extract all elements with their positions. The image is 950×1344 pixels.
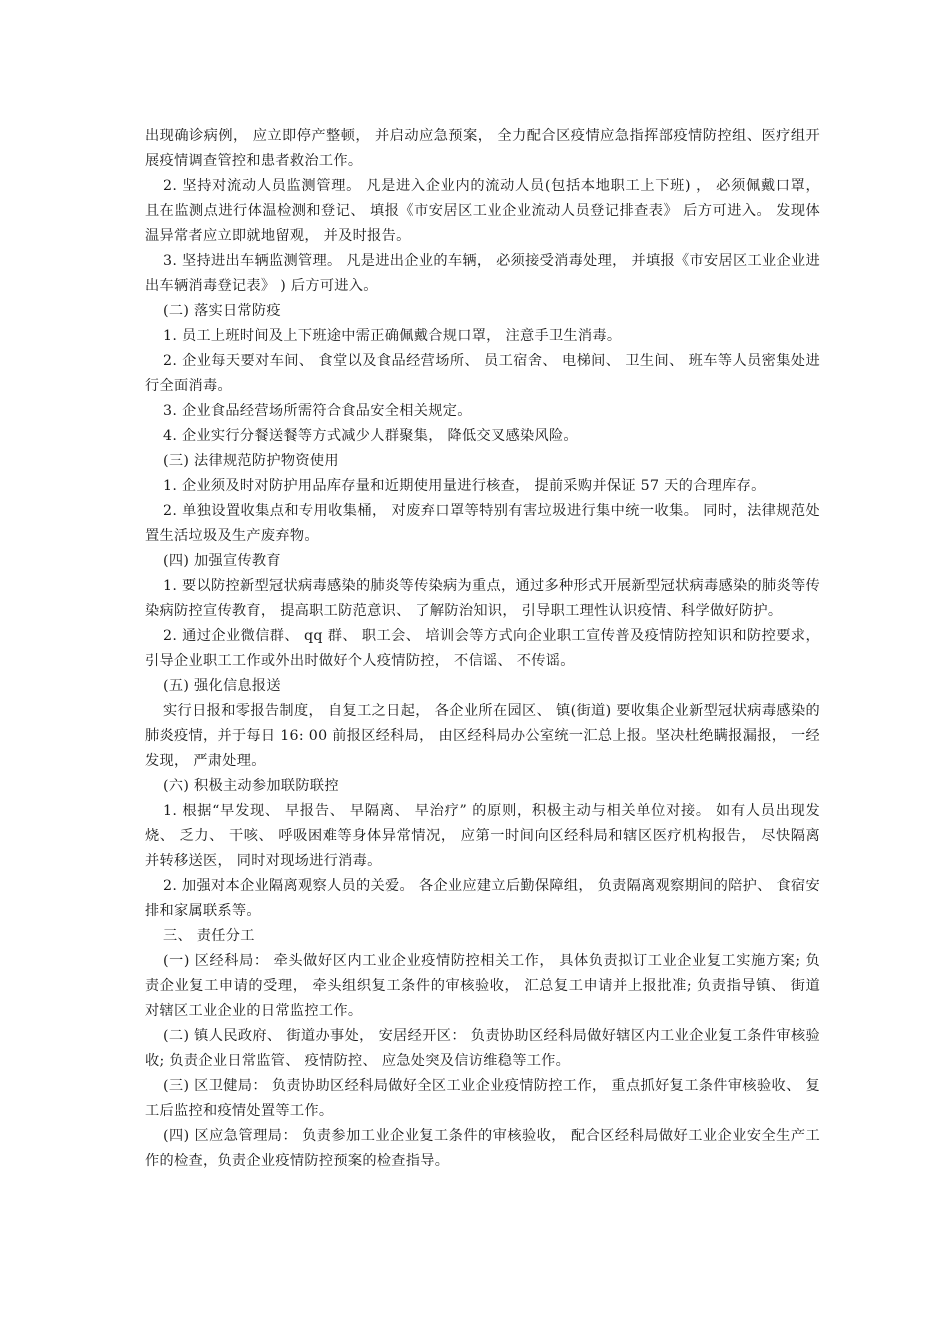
paragraph: 2. 加强对本企业隔离观察人员的关爱。 各企业应建立后勤保障组， 负责隔离观察期间的陪护、 食宿安排和家属联系等。 <box>145 878 820 919</box>
paragraph: 2. 企业每天要对车间、 食堂以及食品经营场所、 员工宿舍、 电梯间、 卫生间、 班车等人员密集处进行全面消毒。 <box>145 353 820 394</box>
paragraph: 出现确诊病例， 应立即停产整顿， 并启动应急预案， 全力配合区疫情应急指挥部疫情防控组、医疗组开展疫情调查管控和患者救治工作。 <box>145 128 820 169</box>
section-heading: (二) 落实日常防疫 <box>163 303 281 319</box>
document-body <box>145 124 820 1174</box>
section-heading: (三) 法律规范防护物资使用 <box>163 453 339 469</box>
paragraph: 2. 坚持对流动人员监测管理。 凡是进入企业内的流动人员(包括本地职工上下班) ， 必须佩戴口罩， 且在监测点进行体温检测和登记、 填报《市安居区工业企业流动人员登记排查表》 后方可进入。 发现体温异常者应立即就地留观， 并及时报告。 <box>145 178 820 244</box>
paragraph: (三) 区卫健局： 负责协助区经科局做好全区工业企业疫情防控工作， 重点抓好复工条件审核验收、 复工后监控和疫情处置等工作。 <box>145 1078 820 1119</box>
paragraph: 1. 要以防控新型冠状病毒感染的肺炎等传染病为重点，通过多种形式开展新型冠状病毒感染的肺炎等传染病防控宣传教育， 提高职工防范意识、 了解防治知识， 引导职工理性认识疫情、科学做好防护。 <box>145 578 820 619</box>
paragraph: 1. 根据“早发现、 早报告、 早隔离、 早治疗” 的原则，积极主动与相关单位对接。 如有人员出现发烧、 乏力、 干咳、 呼吸困难等身体异常情况， 应第一时间向区经科局和辖区医疗机构报告， 尽快隔离并转移送医， 同时对现场进行消毒。 <box>145 803 820 869</box>
paragraph: 1. 企业须及时对防护用品库存量和近期使用量进行核查， 提前采购并保证 57 天的合理库存。 <box>163 478 766 494</box>
paragraph: 2. 通过企业微信群、 qq 群、 职工会、 培训会等方式向企业职工宣传普及疫情防控知识和防控要求， 引导企业职工工作或外出时做好个人疫情防控， 不信谣、 不传谣。 <box>145 628 820 669</box>
major-heading: 三、 责任分工 <box>163 928 255 944</box>
paragraph: 1. 员工上班时间及上下班途中需正确佩戴合规口罩， 注意手卫生消毒。 <box>163 328 622 344</box>
paragraph: 实行日报和零报告制度， 自复工之日起， 各企业所在园区、 镇(街道) 要收集企业新型冠状病毒感染的肺炎疫情，并于每日 16: 00 前报区经科局， 由区经科局办公室统一汇总上报。坚决杜绝瞒报漏报， 一经发现， 严肃处理。 <box>145 703 820 769</box>
paragraph: 2. 单独设置收集点和专用收集桶， 对废弃口罩等特别有害垃圾进行集中统一收集。 同时，法律规范处置生活垃圾及生产废弃物。 <box>145 503 820 544</box>
section-heading: (五) 强化信息报送 <box>163 678 281 694</box>
paragraph: 4. 企业实行分餐送餐等方式减少人群聚集， 降低交叉感染风险。 <box>163 428 578 444</box>
section-heading: (四) 加强宣传教育 <box>163 553 281 569</box>
section-heading: (六) 积极主动参加联防联控 <box>163 778 339 794</box>
paragraph: (二) 镇人民政府、 街道办事处， 安居经开区： 负责协助区经科局做好辖区内工业企业复工条件审核验收; 负责企业日常监管、 疫情防控、 应急处突及信访维稳等工作。 <box>145 1028 820 1069</box>
paragraph: (一) 区经科局： 牵头做好区内工业企业疫情防控相关工作， 具体负责拟订工业企业复工实施方案; 负责企业复工申请的受理， 牵头组织复工条件的审核验收， 汇总复工申请并上报批准; 负责指导镇、 街道对辖区工业企业的日常监控工作。 <box>145 953 820 1019</box>
paragraph: 3. 坚持进出车辆监测管理。 凡是进出企业的车辆， 必须接受消毒处理， 并填报《市安居区工业企业进出车辆消毒登记表》 ) 后方可进入。 <box>145 253 820 294</box>
paragraph: 3. 企业食品经营场所需符合食品安全相关规定。 <box>163 403 472 419</box>
paragraph: (四) 区应急管理局： 负责参加工业企业复工条件的审核验收， 配合区经科局做好工业企业安全生产工作的检查，负责企业疫情防控预案的检查指导。 <box>145 1128 820 1169</box>
